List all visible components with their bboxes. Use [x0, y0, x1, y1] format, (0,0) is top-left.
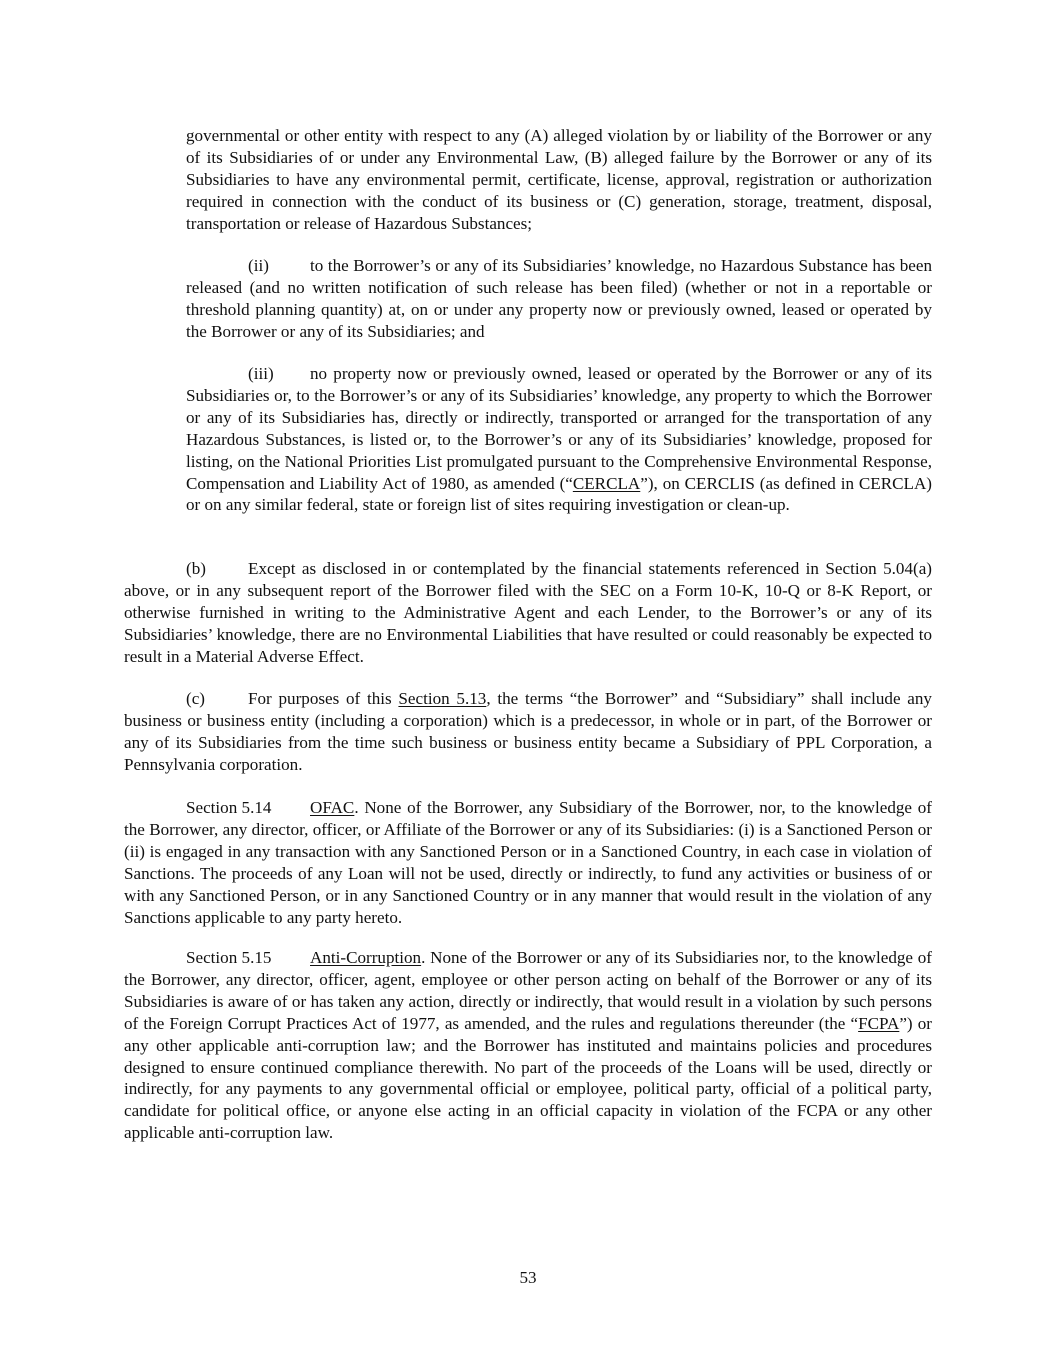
paragraph-item-ii [186, 255, 932, 343]
paragraph-text: ”), on CERCLIS (as defined in CERCLA) or on any similar federal, state or foreign list of sites requiring investigation or clean-up. [186, 473, 932, 515]
document-page [124, 0, 932, 1365]
paragraph-text: , the terms “the Borrower” and “Subsidiary” shall include any business or business entity (including a corporation) which is a predecessor, in whole or in part, of the Borrower or any of its Subsidiaries from the time such business or business entity became a Subsidiary of PPL Corporation, a Pennsylvania corporation. [124, 689, 932, 774]
paragraph-text: . None of the Borrower, any Subsidiary of the Borrower, nor, to the knowledge of the Borrower, any director, officer, or Affiliate of the Borrower or any of its Subsidiaries: (i) is a Sanctioned Person or (ii) is engaged in any transaction with any Sanctioned Person or in a Sanctioned Country, in each case in violation of Sanctions. The proceeds of any Loan will not be used, directly or indirectly, to fund any activities or business of or with any Sanctioned Person, or in any Sanctioned Country or in any manner that would result in the violation of any Sanctions applicable to any party hereto. [124, 798, 932, 927]
section-reference: Section 5.13 [398, 689, 487, 708]
section-heading-ofac: OFAC [310, 798, 355, 817]
item-marker: (b) [186, 559, 206, 578]
paragraph-item-iii [186, 363, 932, 516]
paragraph-text: no property now or previously owned, leased or operated by the Borrower or any of its Subsidiaries or, to the Borrower’s or any of its Subsidiaries’ knowledge, any property to which the Borrower or any of its Subsidiaries has, directly or indirectly, transported or arranged for the transportation of any Hazardous Substances, is listed or, to the Borrower’s or any of its Subsidiaries’ knowledge, proposed for listing, on the National Priorities List promulgated pursuant to the Comprehensive Environmental Response, Compensation and Liability Act of 1980, as amended (“ [186, 364, 932, 493]
defined-term-fcpa: FCPA [858, 1013, 900, 1033]
paragraph-environmental-claims-continued [186, 125, 932, 235]
paragraph-c [124, 688, 932, 776]
item-marker: (c) [186, 689, 205, 708]
section-heading-anti-corruption: Anti-Corruption [310, 948, 422, 967]
item-marker: (iii) [248, 364, 274, 383]
section-5-15 [124, 947, 932, 1144]
paragraph-text: ”) or any other applicable anti-corruption law; and the Borrower has instituted and maintains policies and procedures designed to ensure continued compliance therewith. No part of the proceeds of the Loans will be used, directly or indirectly, for any payments to any governmental official or employee, political party, official of a political party, candidate for political office, or anyone else acting in an official capacity in violation of the FCPA or any other applicable anti-corruption law. [124, 1013, 933, 1143]
section-number: Section 5.14 [186, 798, 272, 817]
paragraph-b [124, 558, 932, 668]
paragraph-text: to the Borrower’s or any of its Subsidiaries’ knowledge, no Hazardous Substance has been released (and no written notification of such release has been filed) (whether or not in a reportable or threshold planning quantity) at, on or under any property now or previously owned, leased or operated by the Borrower or any of its Subsidiaries; and [186, 256, 932, 341]
defined-term-cercla: CERCLA [572, 473, 641, 493]
section-number: Section 5.15 [186, 948, 272, 967]
paragraph-text: For purposes of this [248, 689, 399, 708]
paragraph-text: Except as disclosed in or contemplated by the financial statements referenced in Section 5.04(a) above, or in any subsequent report of the Borrower filed with the SEC on a Form 10-K, 10-Q or 8-K Report, or otherwise furnished in writing to the Administrative Agent and each Lender, to the Borrower’s or any of its Subsidiaries’ knowledge, there are no Environmental Liabilities that have resulted or could reasonably be expected to result in a Material Adverse Effect. [124, 559, 932, 666]
paragraph-text: . None of the Borrower or any of its Subsidiaries nor, to the knowledge of the Borrower, any director, officer, agent, employee or other person acting on behalf of the Borrower or any of its Subsidiaries is aware of or has taken any action, directly or indirectly, that would result in a violation by such persons of the Foreign Corrupt Practices Act of 1977, as amended, and the rules and regulations thereunder (the “ [124, 948, 932, 1033]
item-marker: (ii) [248, 256, 269, 275]
paragraph-text: governmental or other entity with respect to any (A) alleged violation by or liability of the Borrower or any of its Subsidiaries of or under any Environmental Law, (B) alleged failure by the Borrower or any of its Subsidiaries to have any environmental permit, certificate, license, approval, registration or authorization required in connection with the conduct of its business or (C) generation, storage, treatment, disposal, transportation or release of Hazardous Substances; [186, 126, 932, 233]
section-5-14 [124, 797, 932, 928]
page-number: 53 [519, 1268, 537, 1287]
